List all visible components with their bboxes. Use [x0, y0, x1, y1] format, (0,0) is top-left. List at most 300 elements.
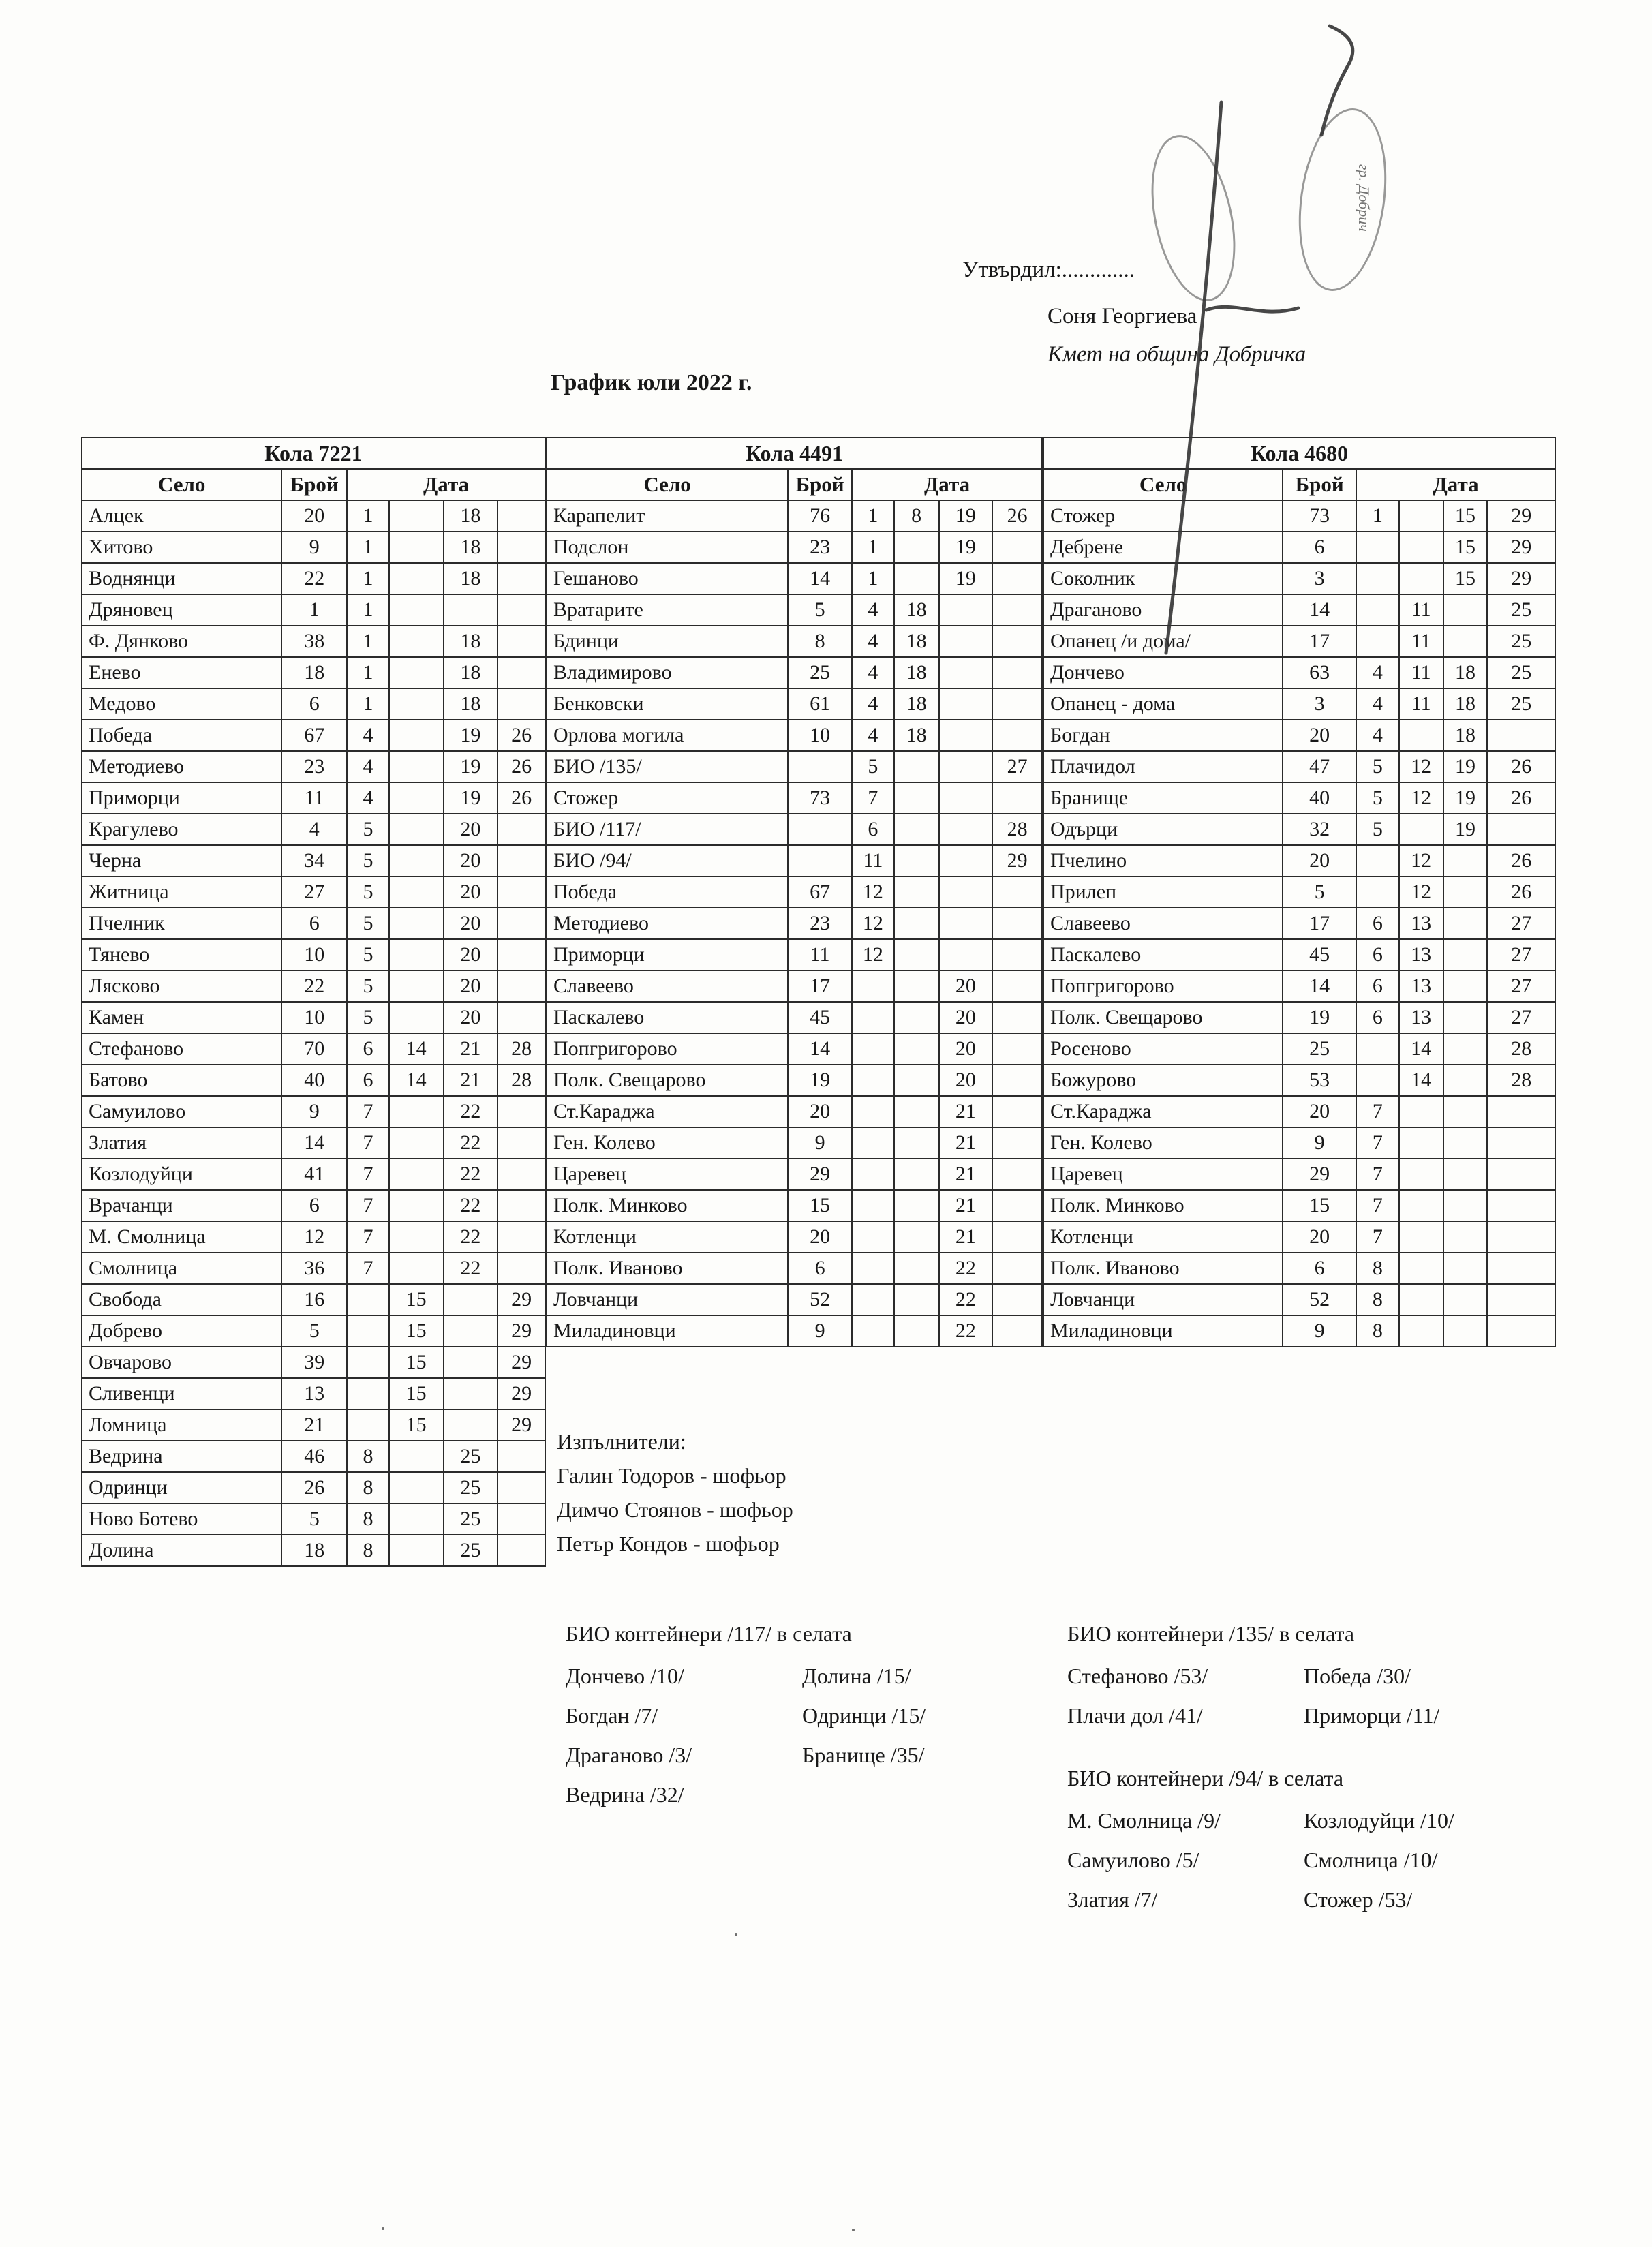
- cell-date: 11: [1399, 594, 1443, 626]
- table-row: [547, 1253, 1042, 1284]
- cell-date: 25: [444, 1535, 498, 1566]
- cell-date: [992, 563, 1042, 594]
- cell-date: 4: [852, 626, 894, 657]
- cell-date: 15: [389, 1409, 444, 1441]
- cell-count: 18: [281, 1535, 347, 1566]
- cell-date: 15: [389, 1378, 444, 1409]
- cell-date: [389, 563, 444, 594]
- cell-date: [444, 1315, 498, 1347]
- table-row: [1043, 1096, 1555, 1127]
- cell-count: 6: [281, 688, 347, 720]
- cell-date: [894, 1284, 939, 1315]
- cell-date: 1: [347, 563, 389, 594]
- executors-title: Изпълнители:: [557, 1429, 686, 1454]
- cell-date: [498, 563, 545, 594]
- cell-date: [992, 532, 1042, 563]
- cell-date: 14: [389, 1065, 444, 1096]
- cell-date: 7: [347, 1159, 389, 1190]
- cell-count: 6: [788, 1253, 852, 1284]
- cell-date: [498, 939, 545, 970]
- cell-date: [444, 1347, 498, 1378]
- table-row: [82, 626, 545, 657]
- cell-date: [444, 1409, 498, 1441]
- cell-village: Медово: [82, 688, 281, 720]
- cell-date: 5: [1356, 751, 1399, 782]
- table-row: [82, 1065, 545, 1096]
- cell-date: [347, 1378, 389, 1409]
- cell-date: [939, 720, 993, 751]
- cell-date: [1399, 1127, 1443, 1159]
- cell-date: 18: [1443, 688, 1488, 720]
- bio-column: [1304, 1801, 1540, 1919]
- table-row: [1043, 657, 1555, 688]
- cell-date: 11: [852, 845, 894, 876]
- cell-date: 22: [444, 1159, 498, 1190]
- cell-date: [1487, 1159, 1555, 1190]
- cell-date: [894, 1002, 939, 1033]
- executors-list: [557, 1458, 793, 1561]
- table-row: [547, 845, 1042, 876]
- table-row: [82, 1159, 545, 1190]
- cell-date: 22: [939, 1315, 993, 1347]
- cell-count: 52: [788, 1284, 852, 1315]
- cell-date: 26: [1487, 782, 1555, 814]
- cell-date: [852, 1127, 894, 1159]
- cell-date: 18: [894, 720, 939, 751]
- table-row: [82, 782, 545, 814]
- executor-item: Галин Тодоров - шофьор: [557, 1463, 786, 1488]
- table-row: [547, 1127, 1042, 1159]
- cell-village: БИО /94/: [547, 845, 788, 876]
- cell-date: 19: [1443, 751, 1488, 782]
- table-row: [547, 908, 1042, 939]
- cell-count: 39: [281, 1347, 347, 1378]
- cell-date: [992, 1253, 1042, 1284]
- cell-date: [444, 1284, 498, 1315]
- cell-count: 13: [281, 1378, 347, 1409]
- table-row: [547, 532, 1042, 563]
- cell-count: 47: [1283, 751, 1356, 782]
- cell-date: [444, 1378, 498, 1409]
- table-row: [82, 1535, 545, 1566]
- cell-date: 22: [444, 1190, 498, 1221]
- cell-count: 29: [788, 1159, 852, 1190]
- cell-count: 6: [281, 908, 347, 939]
- cell-date: [498, 908, 545, 939]
- cell-count: 9: [788, 1127, 852, 1159]
- cell-date: [389, 939, 444, 970]
- cell-date: [852, 1159, 894, 1190]
- col-header-count: Брой: [788, 469, 852, 500]
- cell-count: 8: [788, 626, 852, 657]
- signature-underline: [1206, 307, 1298, 311]
- cell-date: [894, 1065, 939, 1096]
- cell-date: 28: [498, 1065, 545, 1096]
- cell-date: 18: [444, 500, 498, 532]
- cell-count: 1: [281, 594, 347, 626]
- cell-village: Славеево: [1043, 908, 1283, 939]
- cell-village: Хитово: [82, 532, 281, 563]
- cell-village: Дряновец: [82, 594, 281, 626]
- cell-village: Паскалево: [547, 1002, 788, 1033]
- table-row: [82, 1253, 545, 1284]
- table-row: [1043, 1221, 1555, 1253]
- table-row: [82, 594, 545, 626]
- cell-count: 14: [281, 1127, 347, 1159]
- cell-count: 20: [788, 1221, 852, 1253]
- cell-date: 27: [992, 751, 1042, 782]
- cell-date: [1487, 1221, 1555, 1253]
- table-row: [82, 1127, 545, 1159]
- cell-date: [498, 1503, 545, 1535]
- cell-date: 27: [1487, 1002, 1555, 1033]
- cell-date: [894, 908, 939, 939]
- cell-date: [498, 1535, 545, 1566]
- cell-village: Свобода: [82, 1284, 281, 1315]
- cell-count: 45: [1283, 939, 1356, 970]
- cell-date: [992, 1127, 1042, 1159]
- cell-count: 5: [281, 1315, 347, 1347]
- cell-date: 8: [347, 1441, 389, 1472]
- bio-column: [1067, 1656, 1304, 1735]
- cell-count: 21: [281, 1409, 347, 1441]
- cell-village: Плачидол: [1043, 751, 1283, 782]
- cell-date: 12: [1399, 751, 1443, 782]
- cell-date: [992, 970, 1042, 1002]
- cell-count: 61: [788, 688, 852, 720]
- cell-date: [852, 1002, 894, 1033]
- cell-count: 9: [281, 532, 347, 563]
- cell-village: Черна: [82, 845, 281, 876]
- col-header-date: Дата: [347, 469, 545, 500]
- executor-item: Димчо Стоянов - шофьор: [557, 1497, 793, 1522]
- cell-date: 19: [939, 500, 993, 532]
- cell-date: 25: [444, 1503, 498, 1535]
- cell-date: [498, 594, 545, 626]
- cell-date: [992, 1284, 1042, 1315]
- cell-village: Котленци: [547, 1221, 788, 1253]
- cell-date: 27: [1487, 908, 1555, 939]
- cell-date: 22: [444, 1096, 498, 1127]
- cell-count: 20: [788, 1096, 852, 1127]
- bio-village: Долина /15/: [802, 1664, 911, 1688]
- cell-count: 23: [788, 532, 852, 563]
- cell-date: 13: [1399, 1002, 1443, 1033]
- cell-date: 26: [498, 720, 545, 751]
- table-row: [547, 1002, 1042, 1033]
- cell-date: 5: [347, 814, 389, 845]
- cell-date: 6: [1356, 908, 1399, 939]
- cell-date: [1399, 720, 1443, 751]
- cell-date: 7: [1356, 1096, 1399, 1127]
- cell-village: Попгригорово: [1043, 970, 1283, 1002]
- cell-date: 29: [1487, 563, 1555, 594]
- cell-date: [389, 1503, 444, 1535]
- cell-date: 20: [444, 970, 498, 1002]
- cell-village: Росеново: [1043, 1033, 1283, 1065]
- cell-date: [389, 532, 444, 563]
- cell-date: 26: [1487, 751, 1555, 782]
- cell-date: [1443, 1221, 1488, 1253]
- cell-village: Ловчанци: [547, 1284, 788, 1315]
- cell-date: 19: [444, 751, 498, 782]
- cell-date: [894, 1096, 939, 1127]
- cell-count: 20: [281, 500, 347, 532]
- cell-date: 26: [498, 751, 545, 782]
- cell-date: [1443, 1065, 1488, 1096]
- cell-date: [1356, 845, 1399, 876]
- table-kola-4491: [546, 437, 1043, 1347]
- cell-village: Дончево: [1043, 657, 1283, 688]
- cell-date: [992, 688, 1042, 720]
- bio-columns: [1067, 1656, 1540, 1735]
- cell-count: 14: [1283, 970, 1356, 1002]
- table-row: [82, 1190, 545, 1221]
- table-row: [1043, 1253, 1555, 1284]
- cell-date: [992, 939, 1042, 970]
- cell-count: 67: [281, 720, 347, 751]
- cell-date: 7: [347, 1096, 389, 1127]
- cell-village: Пчелник: [82, 908, 281, 939]
- cell-date: 20: [444, 939, 498, 970]
- cell-count: 9: [788, 1315, 852, 1347]
- cell-date: [1443, 908, 1488, 939]
- cell-village: Енево: [82, 657, 281, 688]
- executors-block: [557, 1424, 793, 1561]
- cell-date: 20: [444, 876, 498, 908]
- executor-item: Петър Кондов - шофьор: [557, 1531, 780, 1556]
- cell-village: Полк. Минково: [1043, 1190, 1283, 1221]
- cell-village: Владимирово: [547, 657, 788, 688]
- cell-date: [389, 845, 444, 876]
- table-row: [1043, 782, 1555, 814]
- table-row: [1043, 908, 1555, 939]
- col-header-village: Село: [1043, 469, 1283, 500]
- cell-count: 36: [281, 1253, 347, 1284]
- cell-date: [939, 908, 993, 939]
- cell-date: 15: [1443, 500, 1488, 532]
- bio-column: [566, 1656, 802, 1814]
- car-header: Кола 4680: [1043, 438, 1555, 469]
- cell-date: [894, 1315, 939, 1347]
- cell-date: [939, 814, 993, 845]
- car-header: Кола 7221: [82, 438, 545, 469]
- cell-date: [852, 1190, 894, 1221]
- cell-date: [1443, 1284, 1488, 1315]
- cell-date: 19: [939, 532, 993, 563]
- cell-date: [389, 1127, 444, 1159]
- cell-date: 6: [347, 1033, 389, 1065]
- cell-date: 14: [1399, 1065, 1443, 1096]
- cell-date: [992, 1033, 1042, 1065]
- cell-date: 28: [1487, 1033, 1555, 1065]
- cell-village: Прилеп: [1043, 876, 1283, 908]
- cell-date: [1443, 1096, 1488, 1127]
- table-row: [1043, 1127, 1555, 1159]
- cell-village: Козлодуйци: [82, 1159, 281, 1190]
- cell-date: [389, 594, 444, 626]
- cell-date: 5: [1356, 814, 1399, 845]
- cell-date: [1443, 1190, 1488, 1221]
- table-row: [1043, 500, 1555, 532]
- cell-village: Алцек: [82, 500, 281, 532]
- table-row: [82, 720, 545, 751]
- cell-date: 21: [939, 1127, 993, 1159]
- cell-count: 9: [1283, 1315, 1356, 1347]
- cell-date: [992, 1096, 1042, 1127]
- cell-date: [1356, 876, 1399, 908]
- bio-village: Самуилово /5/: [1067, 1848, 1199, 1872]
- cell-date: 26: [1487, 876, 1555, 908]
- bio-village: Златия /7/: [1067, 1887, 1158, 1912]
- table-row: [82, 1221, 545, 1253]
- table-row: [1043, 594, 1555, 626]
- cell-date: [992, 594, 1042, 626]
- cell-village: М. Смолница: [82, 1221, 281, 1253]
- cell-date: [498, 532, 545, 563]
- table-row: [82, 1096, 545, 1127]
- cell-date: [894, 532, 939, 563]
- bio-village: Богдан /7/: [566, 1703, 658, 1728]
- cell-count: [788, 814, 852, 845]
- cell-date: 19: [1443, 814, 1488, 845]
- table-row: [1043, 1159, 1555, 1190]
- cell-village: Паскалево: [1043, 939, 1283, 970]
- cell-date: 1: [347, 688, 389, 720]
- table-row: [547, 1065, 1042, 1096]
- cell-date: [498, 1096, 545, 1127]
- cell-village: Полк. Свещарово: [1043, 1002, 1283, 1033]
- cell-village: Житница: [82, 876, 281, 908]
- cell-village: Приморци: [547, 939, 788, 970]
- cell-date: 1: [347, 532, 389, 563]
- cell-village: Ломница: [82, 1409, 281, 1441]
- table-row: [547, 563, 1042, 594]
- cell-village: Ново Ботево: [82, 1503, 281, 1535]
- cell-date: 18: [894, 657, 939, 688]
- schedule-table: [1043, 437, 1556, 1347]
- cell-date: [894, 939, 939, 970]
- cell-date: 7: [347, 1253, 389, 1284]
- cell-date: 1: [852, 532, 894, 563]
- cell-count: 4: [281, 814, 347, 845]
- bio-village: М. Смолница /9/: [1067, 1808, 1221, 1833]
- table-row: [1043, 1033, 1555, 1065]
- cell-date: 1: [852, 500, 894, 532]
- table-row: [82, 751, 545, 782]
- cell-date: 7: [1356, 1221, 1399, 1253]
- cell-village: Вратарите: [547, 594, 788, 626]
- cell-date: [1443, 970, 1488, 1002]
- bio-village: Смолница /10/: [1304, 1848, 1438, 1872]
- cell-count: 45: [788, 1002, 852, 1033]
- cell-village: Стефаново: [82, 1033, 281, 1065]
- cell-count: 10: [281, 1002, 347, 1033]
- cell-village: Царевец: [1043, 1159, 1283, 1190]
- cell-village: Богдан: [1043, 720, 1283, 751]
- cell-date: [992, 1190, 1042, 1221]
- cell-date: [1399, 532, 1443, 563]
- cell-date: 26: [498, 782, 545, 814]
- cell-date: [1399, 563, 1443, 594]
- cell-date: 4: [852, 720, 894, 751]
- cell-date: 7: [1356, 1127, 1399, 1159]
- cell-village: Миладиновци: [547, 1315, 788, 1347]
- cell-village: БИО /135/: [547, 751, 788, 782]
- cell-count: 15: [1283, 1190, 1356, 1221]
- cell-date: [992, 1159, 1042, 1190]
- cell-date: [389, 970, 444, 1002]
- cell-date: [389, 1472, 444, 1503]
- cell-date: 8: [1356, 1253, 1399, 1284]
- cell-date: 20: [939, 1002, 993, 1033]
- cell-count: 22: [281, 970, 347, 1002]
- table-row: [82, 1002, 545, 1033]
- table-row: [1043, 532, 1555, 563]
- cell-count: 6: [1283, 532, 1356, 563]
- cell-village: Бенковски: [547, 688, 788, 720]
- cell-date: 11: [1399, 657, 1443, 688]
- cell-count: 19: [788, 1065, 852, 1096]
- table-row: [82, 970, 545, 1002]
- cell-count: 25: [788, 657, 852, 688]
- cell-date: [389, 814, 444, 845]
- table-row: [82, 845, 545, 876]
- cell-date: [498, 1127, 545, 1159]
- cell-date: [389, 1535, 444, 1566]
- cell-date: [444, 594, 498, 626]
- cell-date: 5: [347, 845, 389, 876]
- table-row: [547, 970, 1042, 1002]
- cell-date: [939, 626, 993, 657]
- cell-date: [894, 782, 939, 814]
- bio-column: [1067, 1801, 1304, 1919]
- cell-count: 15: [788, 1190, 852, 1221]
- cell-date: [852, 1096, 894, 1127]
- cell-date: 7: [852, 782, 894, 814]
- cell-village: Сливенци: [82, 1378, 281, 1409]
- cell-date: [498, 814, 545, 845]
- cell-date: [1443, 594, 1488, 626]
- cell-count: 32: [1283, 814, 1356, 845]
- table-row: [547, 939, 1042, 970]
- cell-date: 8: [1356, 1315, 1399, 1347]
- table-row: [1043, 970, 1555, 1002]
- table-row: [82, 1315, 545, 1347]
- cell-count: 41: [281, 1159, 347, 1190]
- cell-date: [498, 876, 545, 908]
- cell-village: Победа: [82, 720, 281, 751]
- cell-village: Котленци: [1043, 1221, 1283, 1253]
- table-row: [547, 876, 1042, 908]
- table-row: [1043, 751, 1555, 782]
- cell-date: [852, 1284, 894, 1315]
- table-row: [1043, 688, 1555, 720]
- approver-role: Кмет на община Добричка: [1047, 342, 1306, 367]
- bio-column: [802, 1656, 1039, 1814]
- cell-count: 20: [1283, 1096, 1356, 1127]
- cell-date: 21: [939, 1221, 993, 1253]
- cell-village: Славеево: [547, 970, 788, 1002]
- cell-date: 5: [347, 939, 389, 970]
- cell-date: 6: [347, 1065, 389, 1096]
- bio-section-title: БИО контейнери /117/ в селата: [566, 1621, 852, 1646]
- cell-date: 13: [1399, 939, 1443, 970]
- cell-date: 25: [1487, 688, 1555, 720]
- cell-count: 9: [1283, 1127, 1356, 1159]
- cell-village: Батово: [82, 1065, 281, 1096]
- cell-date: 25: [444, 1441, 498, 1472]
